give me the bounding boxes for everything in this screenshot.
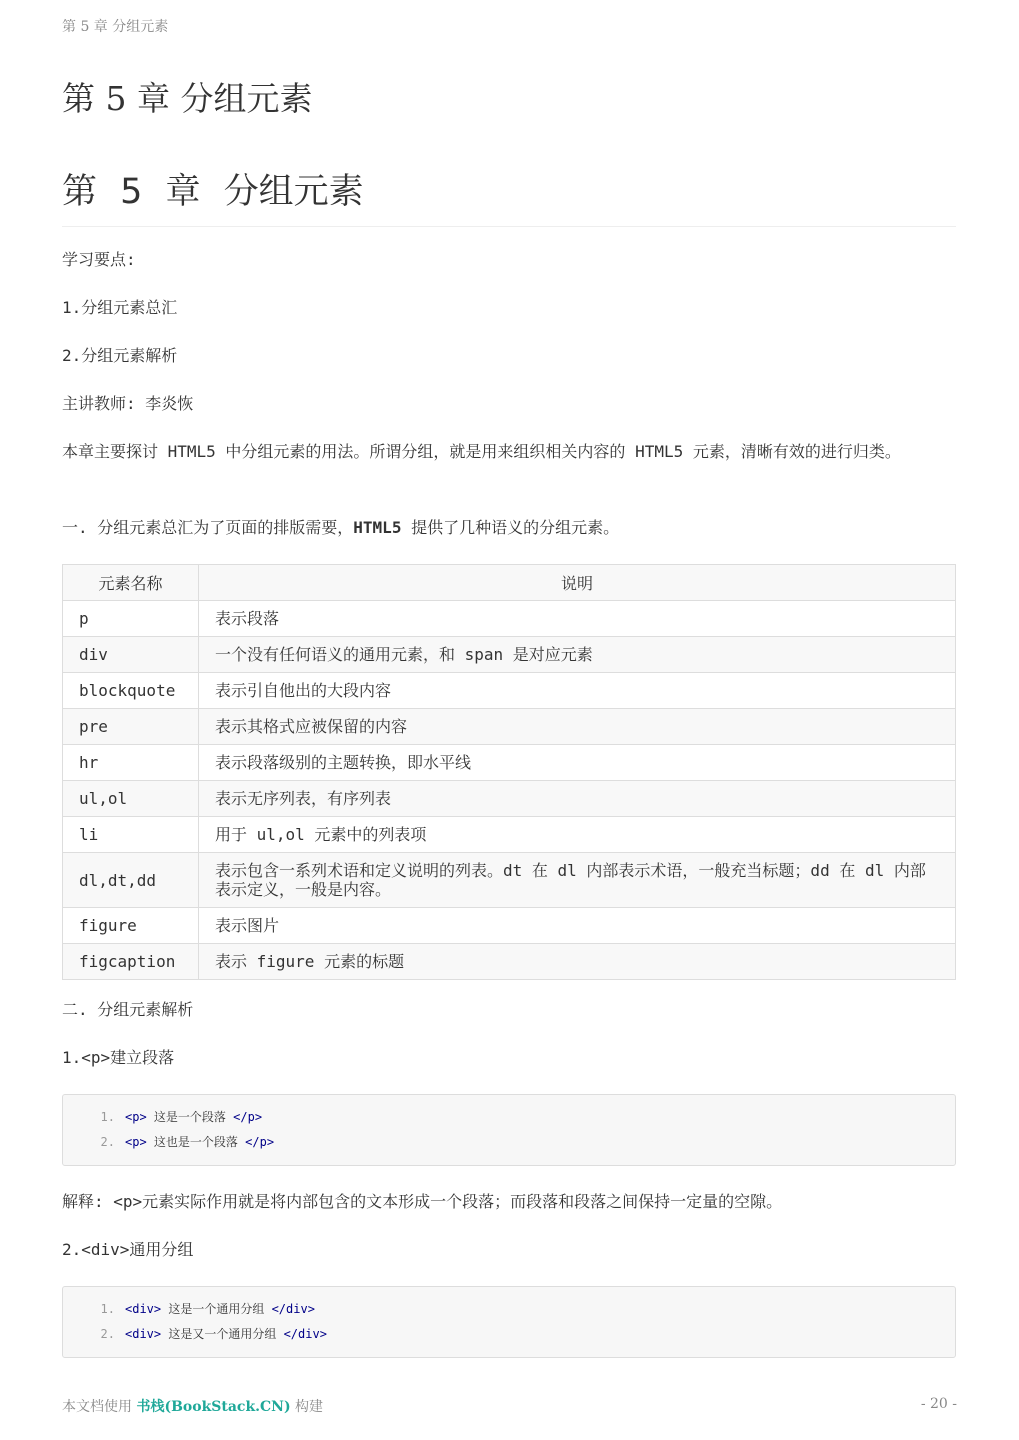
table-row bbox=[63, 673, 956, 709]
code-line bbox=[63, 1130, 955, 1155]
table-row bbox=[63, 745, 956, 781]
footer-suffix: 构建 bbox=[290, 1399, 324, 1415]
bookstack-link[interactable]: 书栈(BookStack.CN) bbox=[136, 1399, 291, 1415]
code-text: 这是一个段落 bbox=[146, 1110, 234, 1124]
code-text: 这是又一个通用分组 bbox=[161, 1327, 284, 1341]
running-header: 第 5 章 分组元素 bbox=[62, 19, 169, 35]
p-heading: 1.<p>建立段落 bbox=[62, 1048, 175, 1067]
key-points-label: 学习要点: bbox=[62, 250, 136, 269]
table-row bbox=[63, 601, 956, 637]
footer-credit bbox=[62, 1396, 323, 1416]
table-cell-desc: 表示 figure 元素的标题 bbox=[199, 944, 956, 980]
table-cell-desc: 表示其格式应被保留的内容 bbox=[199, 709, 956, 745]
key-point-1: 1.分组元素总汇 bbox=[62, 298, 178, 317]
code-text: 这也是一个段落 bbox=[146, 1135, 246, 1149]
table-cell-name: pre bbox=[63, 709, 199, 745]
table-cell-name: hr bbox=[63, 745, 199, 781]
table-header-desc: 说明 bbox=[199, 565, 956, 601]
table-cell-name: blockquote bbox=[63, 673, 199, 709]
table-cell-desc: 用于 ul,ol 元素中的列表项 bbox=[199, 817, 956, 853]
table-row bbox=[63, 781, 956, 817]
table-cell-desc: 一个没有任何语义的通用元素，和 span 是对应元素 bbox=[199, 637, 956, 673]
code-line bbox=[63, 1322, 955, 1347]
div-heading: 2.<div>通用分组 bbox=[62, 1240, 194, 1259]
table-cell-desc: 表示包含一系列术语和定义说明的列表。dt 在 dl 内部表示术语，一般充当标题；dd 在 dl 内部表示定义，一般是内容。 bbox=[199, 853, 956, 908]
line-number: 1. bbox=[100, 1110, 115, 1124]
table-cell-name: div bbox=[63, 637, 199, 673]
p-code-block bbox=[62, 1094, 956, 1166]
table-cell-desc: 表示段落级别的主题转换，即水平线 bbox=[199, 745, 956, 781]
code-close-tag: </p> bbox=[245, 1135, 275, 1149]
table-row bbox=[63, 637, 956, 673]
table-cell-desc: 表示引自他出的大段内容 bbox=[199, 673, 956, 709]
div-code-block bbox=[62, 1286, 956, 1358]
page-title: 第 5 章 分组元素 bbox=[62, 168, 956, 227]
table-cell-name: p bbox=[63, 601, 199, 637]
line-number: 2. bbox=[100, 1135, 115, 1149]
code-close-tag: </div> bbox=[271, 1302, 315, 1316]
table-cell-desc: 表示图片 bbox=[199, 908, 956, 944]
chapter-summary: 本章主要探讨 HTML5 中分组元素的用法。所谓分组，就是用来组织相关内容的 HTML5 元素，清晰有效的进行归类。 bbox=[62, 442, 901, 461]
section1-prefix: 一. 分组元素总汇为了页面的排版需要， bbox=[62, 518, 354, 537]
code-close-tag: </div> bbox=[283, 1327, 327, 1341]
table-header-row bbox=[63, 565, 956, 601]
section1-suffix: 提供了几种语义的分组元素。 bbox=[401, 518, 620, 537]
table-row bbox=[63, 853, 956, 908]
code-line bbox=[63, 1105, 955, 1130]
elements-table bbox=[62, 564, 956, 980]
table-row bbox=[63, 908, 956, 944]
code-close-tag: </p> bbox=[233, 1110, 263, 1124]
chapter-title: 第 5 章 分组元素 bbox=[62, 79, 313, 118]
table-cell-name: figcaption bbox=[63, 944, 199, 980]
table-row bbox=[63, 817, 956, 853]
code-open-tag: <p> bbox=[125, 1110, 147, 1124]
line-number: 2. bbox=[100, 1327, 115, 1341]
table-row bbox=[63, 709, 956, 745]
key-point-2: 2.分组元素解析 bbox=[62, 346, 178, 365]
table-cell-desc: 表示无序列表，有序列表 bbox=[199, 781, 956, 817]
line-number: 1. bbox=[100, 1302, 115, 1316]
section1-bold: HTML5 bbox=[353, 518, 402, 537]
footer-prefix: 本文档使用 bbox=[62, 1399, 137, 1415]
code-open-tag: <p> bbox=[125, 1135, 147, 1149]
table-cell-name: li bbox=[63, 817, 199, 853]
table-cell-name: ul,ol bbox=[63, 781, 199, 817]
table-cell-name: dl,dt,dd bbox=[63, 853, 199, 908]
page-number: - 20 - bbox=[920, 1396, 957, 1412]
section1-intro bbox=[62, 514, 942, 541]
table-cell-name: figure bbox=[63, 908, 199, 944]
code-open-tag: <div> bbox=[125, 1302, 162, 1316]
code-text: 这是一个通用分组 bbox=[161, 1302, 272, 1316]
p-explanation: 解释: <p>元素实际作用就是将内部包含的文本形成一个段落；而段落和段落之间保持一定量的空隙。 bbox=[62, 1192, 783, 1211]
code-line bbox=[63, 1297, 955, 1322]
table-row bbox=[63, 944, 956, 980]
code-open-tag: <div> bbox=[125, 1327, 162, 1341]
table-header-name: 元素名称 bbox=[63, 565, 199, 601]
section2-title: 二. 分组元素解析 bbox=[62, 1000, 194, 1019]
teacher-line: 主讲教师: 李炎恢 bbox=[62, 394, 194, 413]
table-cell-desc: 表示段落 bbox=[199, 601, 956, 637]
